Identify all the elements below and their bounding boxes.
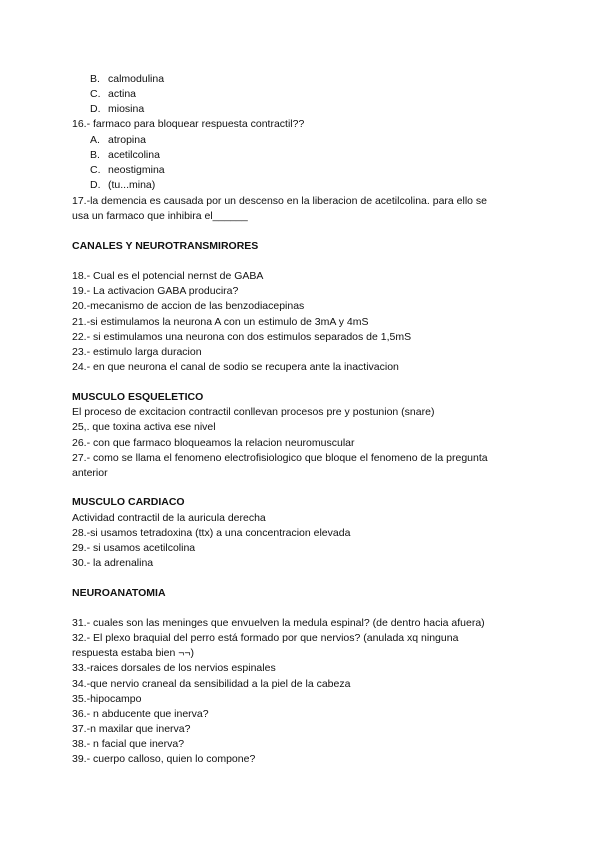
option-15-d: D. miosina <box>90 103 145 115</box>
section-intro-cardiaco: Actividad contractil de la auricula derecha <box>72 512 266 524</box>
question-35: 35.-hipocampo <box>72 693 142 705</box>
question-36: 36.- n abducente que inerva? <box>72 708 209 720</box>
section-heading-neuroanatomia: NEUROANATOMIA <box>72 587 166 599</box>
question-18: 18.- Cual es el potencial nernst de GABA <box>72 270 264 282</box>
option-16-d: D. (tu...mina) <box>90 179 156 191</box>
option-16-b: B. acetilcolina <box>90 149 160 161</box>
question-20: 20.-mecanismo de accion de las benzodiacepinas <box>72 300 305 312</box>
question-22: 22.- si estimulamos una neurona con dos estimulos separados de 1,5mS <box>72 331 412 343</box>
section-heading-musculo-cardiaco: MUSCULO CARDIACO <box>72 496 185 508</box>
question-25: 25,. que toxina activa ese nivel <box>72 421 216 433</box>
question-17-line-1: 17.-la demencia es causada por un descenso en la liberacion de acetilcolina. para ello se <box>72 195 488 207</box>
question-26: 26.- con que farmaco bloqueamos la relacion neuromuscular <box>72 437 355 449</box>
section-heading-canales: CANALES Y NEUROTRANSMIRORES <box>72 240 259 252</box>
question-32-line-1: 32.- El plexo braquial del perro está formado por que nervios? (anulada xq ninguna <box>72 632 459 644</box>
option-15-b: B. calmodulina <box>90 73 165 85</box>
question-38: 38.- n facial que inerva? <box>72 738 185 750</box>
question-34: 34.-que nervio craneal da sensibilidad a la piel de la cabeza <box>72 678 351 690</box>
option-15-c: C. actina <box>90 88 137 100</box>
question-23: 23.- estimulo larga duracion <box>72 346 202 358</box>
question-33: 33.-raices dorsales de los nervios espinales <box>72 662 276 674</box>
question-21: 21.-si estimulamos la neurona A con un estimulo de 3mA y 4mS <box>72 316 369 328</box>
section-heading-musculo-esqueletico: MUSCULO ESQUELETICO <box>72 391 204 403</box>
option-16-c: C. neostigmina <box>90 164 165 176</box>
question-27-line-2: anterior <box>72 467 108 479</box>
question-16: 16.- farmaco para bloquear respuesta contractil?? <box>72 118 305 130</box>
section-intro-esqueletico: El proceso de excitacion contractil conllevan procesos pre y postunion (snare) <box>72 406 435 418</box>
option-16-a: A. atropina <box>90 134 146 146</box>
question-30: 30.- la adrenalina <box>72 557 154 569</box>
question-17-line-2: usa un farmaco que inhibira el______ <box>72 210 248 222</box>
question-19: 19.- La activacion GABA producira? <box>72 285 239 297</box>
question-32-line-2: respuesta estaba bien ¬¬) <box>72 647 195 659</box>
question-39: 39.- cuerpo calloso, quien lo compone? <box>72 753 256 765</box>
question-29: 29.- si usamos acetilcolina <box>72 542 196 554</box>
question-27-line-1: 27.- como se llama el fenomeno electrofisiologico que bloque el fenomeno de la pregunta <box>72 452 488 464</box>
question-28: 28.-si usamos tetradoxina (ttx) a una concentracion elevada <box>72 527 351 539</box>
question-31: 31.- cuales son las meninges que envuelven la medula espinal? (de dentro hacia afuera) <box>72 617 485 629</box>
question-24: 24.- en que neurona el canal de sodio se recupera ante la inactivacion <box>72 361 399 373</box>
question-37: 37.-n maxilar que inerva? <box>72 723 191 735</box>
